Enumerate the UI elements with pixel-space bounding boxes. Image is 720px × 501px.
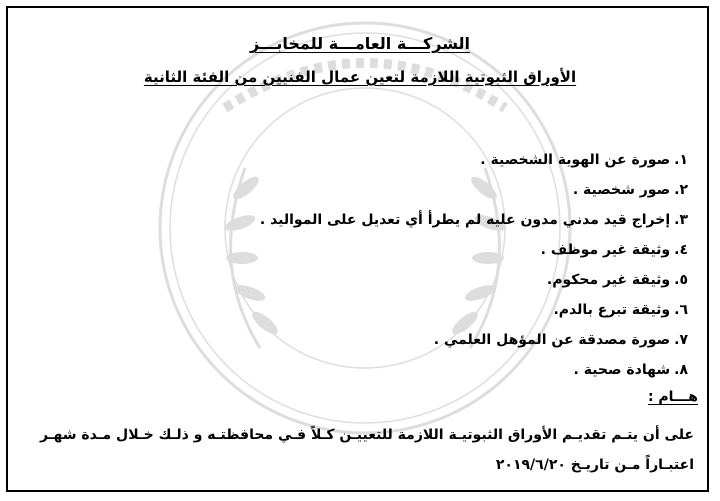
list-item-text: صور شخصية . <box>572 182 671 198</box>
list-item-number: ٣. <box>674 212 688 228</box>
required-documents-list <box>260 150 688 390</box>
list-item-number: ٢. <box>674 182 688 198</box>
list-item-text: صورة عن الهوية الشخصية . <box>480 152 671 168</box>
list-item-number: ٦. <box>674 302 688 318</box>
list-item-text: إخراج قيد مدني مدون عليه لم يطرأ أي تعديل على المواليد . <box>259 212 671 228</box>
list-item <box>260 300 688 330</box>
list-item-text: وثيقة غير موظف . <box>540 242 671 258</box>
organization-title: الشركـــة العامـــة للمخابـــز <box>250 34 470 53</box>
list-item-text: صورة مصدقة عن المؤهل العلمي . <box>433 332 671 348</box>
list-item-text: شهادة صحية . <box>573 362 671 378</box>
list-item <box>260 210 688 240</box>
document-subtitle: الأوراق الثبوتية اللازمة لتعين عمال الفنيين من الفئة الثانية <box>143 68 577 86</box>
list-item <box>260 360 688 390</box>
list-item <box>260 180 688 210</box>
list-item-number: ١. <box>674 152 688 168</box>
list-item <box>260 270 688 300</box>
list-item-text: وثيقة غير محكوم. <box>546 272 671 288</box>
list-item <box>260 330 688 360</box>
list-item-number: ٥. <box>674 272 688 288</box>
list-item-number: ٧. <box>674 332 688 348</box>
list-item <box>260 240 688 270</box>
important-heading: هـــام : <box>647 389 698 405</box>
list-item-text: وثيقة تبرع بالدم. <box>553 302 671 318</box>
list-item <box>260 150 688 180</box>
important-note: على أن يتـم تقديـم الأوراق الثبوتيـة اللازمة للتعييـن كـلاً فـي محافظتـه و ذلـك خـلال مـدة شهـر اعتبـاراً مـن تاريـخ ٢٠١٩/٦/٢٠ <box>39 427 694 473</box>
list-item-number: ٨. <box>674 362 688 378</box>
list-item-number: ٤. <box>674 242 688 258</box>
